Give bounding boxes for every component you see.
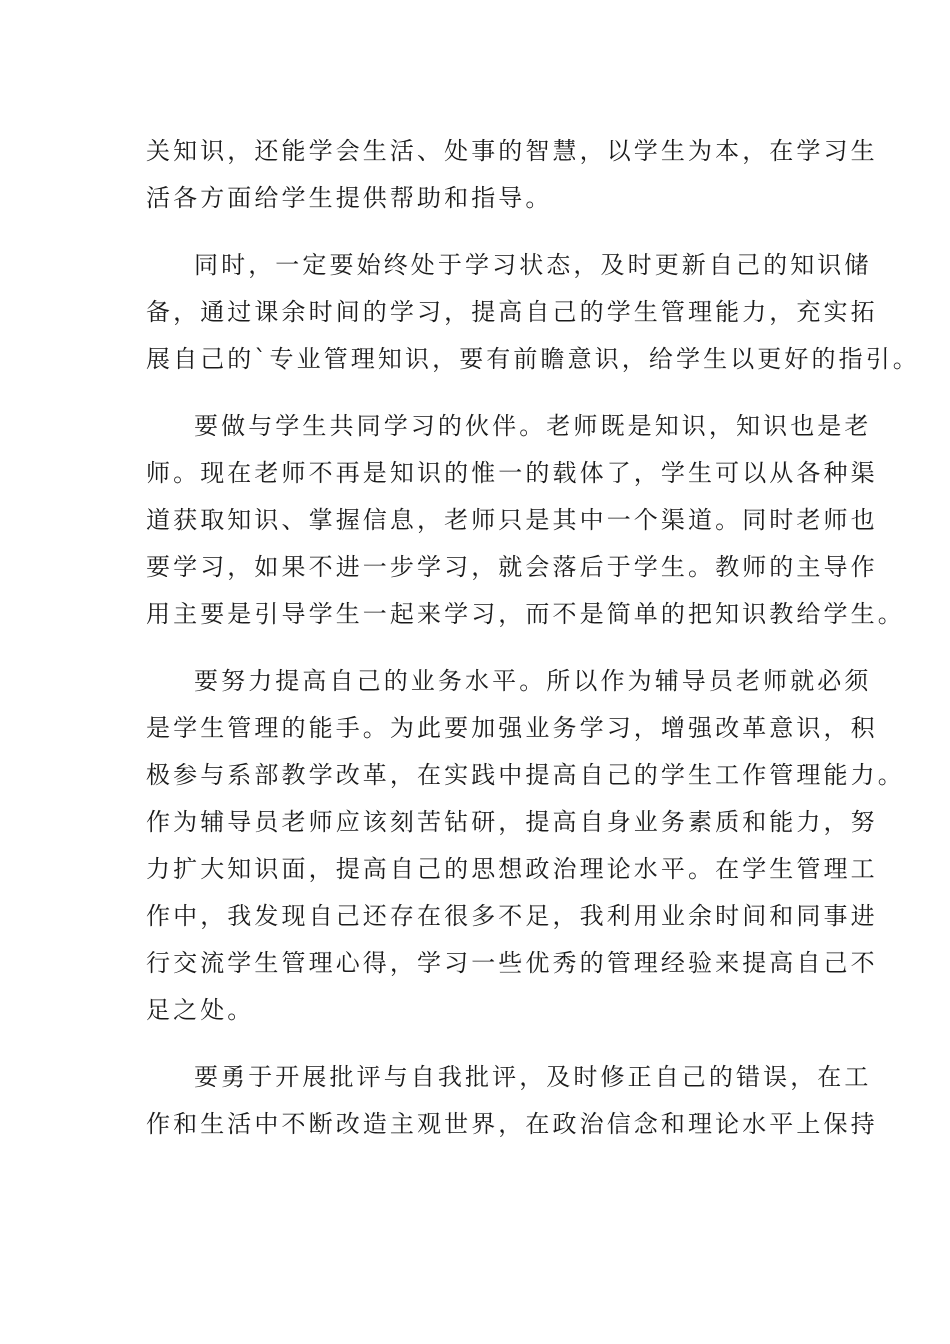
paragraph-5-line-2: 作和生活中不断改造主观世界，在政治信念和理论水平上保持 [146,1110,878,1138]
paragraph-4-line-8: 足之处。 [146,996,255,1024]
paragraph-3-line-5: 用主要是引导学生一起来学习，而不是简单的把知识教给学生。 [146,600,905,628]
paragraph-4-line-6: 作中，我发现自己还存在很多不足，我利用业余时间和同事进 [146,902,878,930]
paragraph-2-line-2: 备，通过课余时间的学习，提高自己的学生管理能力，充实拓 [146,298,878,326]
paragraph-4-line-2: 是学生管理的能手。为此要加强业务学习，增强改革意识，积 [146,714,878,742]
paragraph-1-line-2: 活各方面给学生提供帮助和指导。 [146,184,553,212]
paragraph-3-line-3: 道获取知识、掌握信息，老师只是其中一个渠道。同时老师也 [146,506,878,534]
paragraph-2-line-1: 同时，一定要始终处于学习状态，及时更新自己的知识储 [194,251,872,279]
paragraph-3-line-2: 师。现在老师不再是知识的惟一的载体了，学生可以从各种渠 [146,459,878,487]
paragraph-2-line-3: 展自己的`专业管理知识，要有前瞻意识，给学生以更好的指引。 [146,345,920,373]
paragraph-4-line-5: 力扩大知识面，提高自己的思想政治理论水平。在学生管理工 [146,855,878,883]
paragraph-4-line-3: 极参与系部教学改革，在实践中提高自己的学生工作管理能力。 [146,761,905,789]
paragraph-4-line-7: 行交流学生管理心得，学习一些优秀的管理经验来提高自己不 [146,949,878,977]
paragraph-4-line-1: 要努力提高自己的业务水平。所以作为辅导员老师就必须 [194,667,872,695]
paragraph-4-line-4: 作为辅导员老师应该刻苦钻研，提高自身业务素质和能力，努 [146,808,878,836]
paragraph-3-line-4: 要学习，如果不进一步学习，就会落后于学生。教师的主导作 [146,553,878,581]
paragraph-5-line-1: 要勇于开展批评与自我批评，及时修正自己的错误，在工 [194,1063,872,1091]
paragraph-3-line-1: 要做与学生共同学习的伙伴。老师既是知识，知识也是老 [194,412,872,440]
paragraph-1-line-1: 关知识，还能学会生活、处事的智慧，以学生为本，在学习生 [146,137,878,165]
